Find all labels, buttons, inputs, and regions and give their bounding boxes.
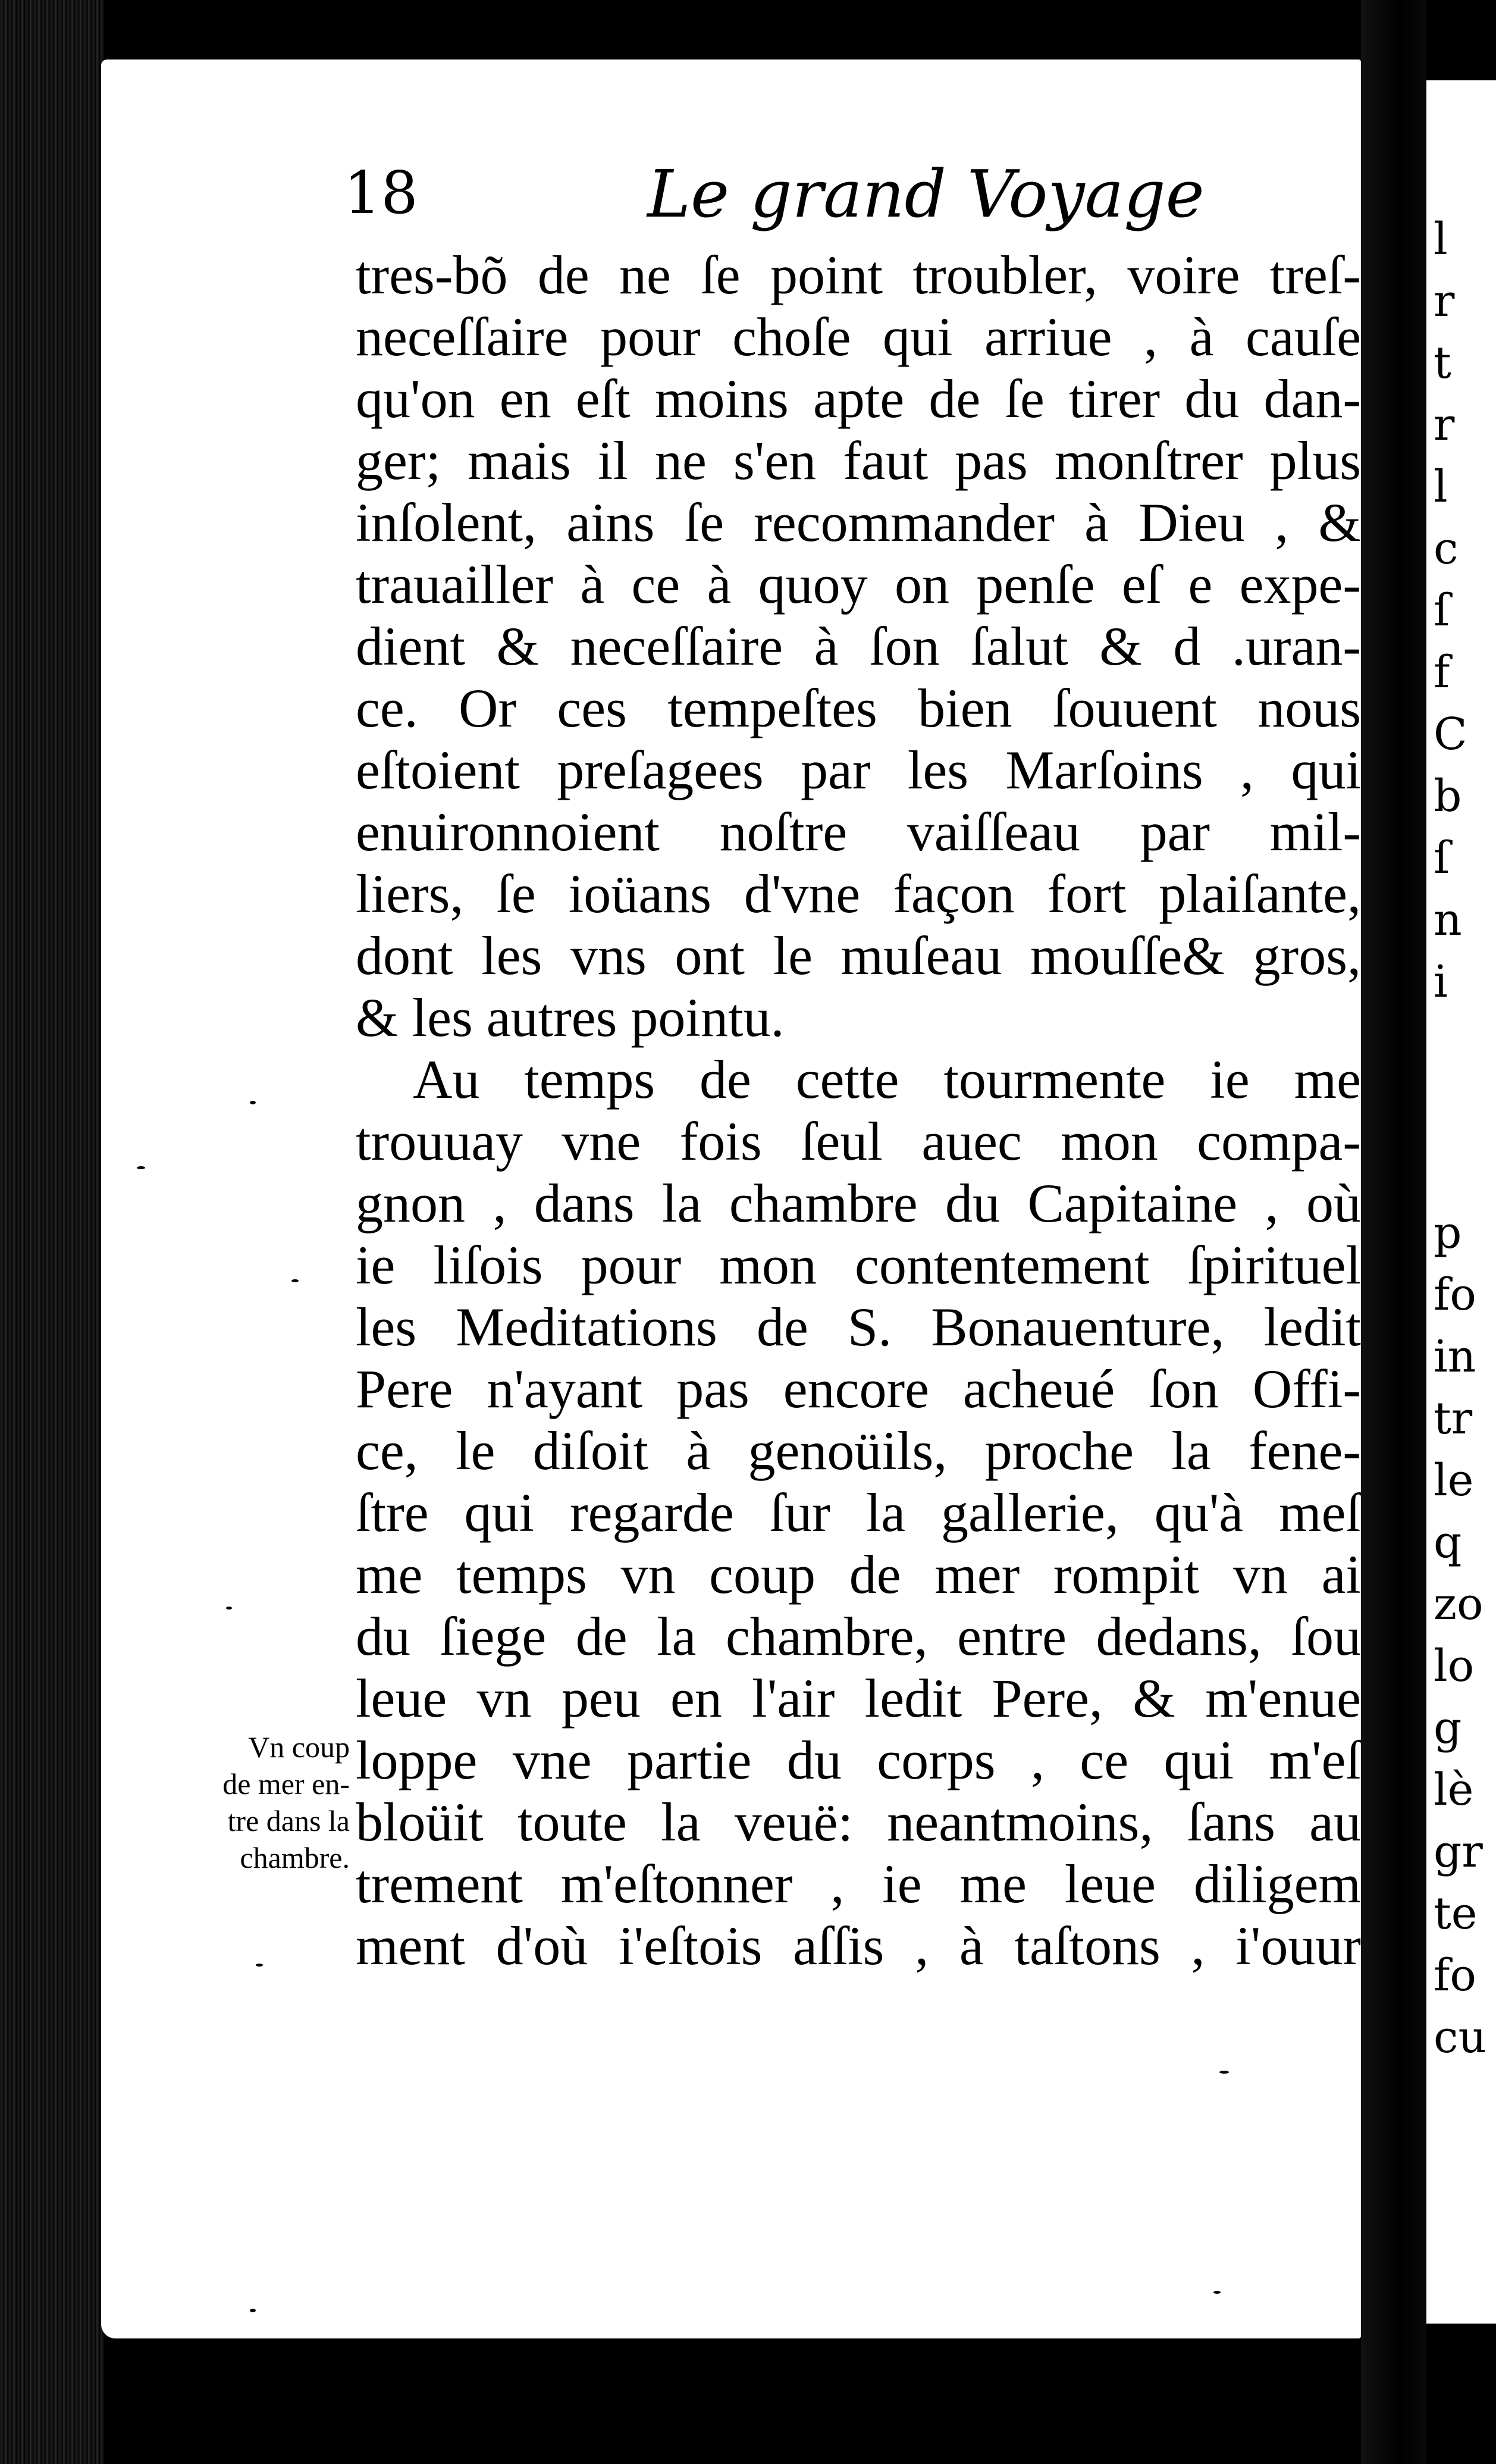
marginal-note-line: Vn coup — [248, 1730, 350, 1764]
text-line: bloüit toute la veuë: neantmoins, ſans au — [356, 1792, 1361, 1852]
text-line: Au temps de cette tourmente ie me — [413, 1049, 1361, 1110]
text-line: gnon , dans la chambre du Capitaine , où — [356, 1173, 1361, 1233]
facing-page-fragment-text: b — [1434, 771, 1462, 822]
facing-page-fragment-text: lo — [1434, 1640, 1475, 1692]
page-header — [344, 156, 1367, 237]
scan-speck — [250, 2309, 256, 2312]
text-line: trauailler à ce à quoy on penſe eſ e expe- — [356, 554, 1361, 615]
text-line: enuironnoient noſtre vaiſſeau par mil- — [356, 801, 1361, 862]
facing-page-fragment-text: r — [1434, 275, 1455, 327]
facing-page-fragment-text: cu — [1434, 2012, 1487, 2063]
facing-page-fragment-text: l — [1434, 461, 1448, 512]
facing-page-fragment-text: ſ — [1434, 585, 1450, 636]
facing-page-fragment-text: gr — [1434, 1826, 1483, 1877]
marginal-note-line: chambre. — [240, 1841, 350, 1874]
facing-page-fragment-text: ſ — [1434, 832, 1450, 884]
text-line: trouuay vne fois ſeul auec mon compa- — [356, 1111, 1361, 1172]
text-line: me temps vn coup de mer rompit vn ai — [356, 1544, 1361, 1605]
scan-speck — [1219, 2071, 1229, 2074]
page-number: 18 — [344, 159, 418, 227]
facing-page-fragment-text: r — [1434, 399, 1455, 450]
scan-speck — [256, 1964, 263, 1967]
text-line: eſtoient preſagees par les Marſoins , qui — [356, 740, 1361, 800]
marginal-note — [136, 1729, 350, 1876]
text-line: & les autres pointu. — [356, 987, 785, 1048]
text-line: ger; mais il ne s'en faut pas monſtrer plus — [356, 430, 1361, 491]
facing-page-fragment-text: g — [1434, 1702, 1462, 1754]
facing-page-fragment-text: fo — [1434, 1950, 1476, 2001]
facing-page-fragment — [1426, 80, 1496, 2324]
scan-speck — [137, 1166, 145, 1169]
book-edge-left — [0, 0, 104, 2464]
text-line: du ſiege de la chambre, entre dedans, ſou — [356, 1606, 1361, 1667]
facing-page-fragment-text: fo — [1434, 1269, 1476, 1320]
facing-page-fragment-text: n — [1434, 894, 1462, 945]
facing-page-fragment-text: i — [1434, 956, 1448, 1007]
text-line: ie liſois pour mon contentement ſpirituel — [356, 1235, 1361, 1295]
text-line: tres-bõ de ne ſe point troubler, voire treſ- — [356, 245, 1361, 305]
text-line: ment d'où i'eſtois aſſis , à taſtons , i'ouur — [356, 1915, 1361, 1976]
text-line: loppe vne partie du corps , ce qui m'eſ — [356, 1730, 1361, 1790]
scan-speck — [226, 1607, 232, 1610]
facing-page-fragment-text: le — [1434, 1455, 1474, 1506]
marginal-note-line: tre dans la — [227, 1804, 350, 1837]
text-line: liers, ſe ioüans d'vne façon fort plaiſante, — [356, 863, 1361, 924]
text-line: ce, le diſoit à genoüils, proche la fene- — [356, 1420, 1361, 1481]
facing-page-fragment-text: zo — [1434, 1579, 1484, 1630]
facing-page-fragment-text: t — [1434, 337, 1451, 389]
text-line: leue vn peu en l'air ledit Pere, & m'enue — [356, 1668, 1361, 1729]
scan-speck — [250, 1101, 256, 1104]
text-line: les Meditations de S. Bonauenture, ledit — [356, 1297, 1361, 1357]
facing-page-fragment-text: f — [1434, 647, 1450, 698]
facing-page-fragment-text: c — [1434, 523, 1459, 574]
text-line: neceſſaire pour choſe qui arriue , à cauſe — [356, 306, 1361, 367]
facing-page-fragment-text: l — [1434, 214, 1448, 265]
text-line: ce. Or ces tempeſtes bien ſouuent nous — [356, 678, 1361, 738]
marginal-note-line: de mer en- — [222, 1767, 350, 1801]
text-line: inſolent, ains ſe recommander à Dieu , & — [356, 492, 1361, 553]
facing-page-fragment-text: C — [1434, 709, 1467, 760]
text-line: qu'on en eſt moins apte de ſe tirer du dan- — [356, 368, 1361, 429]
facing-page-fragment-text: tr — [1434, 1393, 1473, 1444]
facing-page-fragment-text: lè — [1434, 1764, 1474, 1815]
scan-speck — [1213, 2291, 1221, 2294]
text-line: dient & neceſſaire à ſon ſalut & d .uran- — [356, 616, 1361, 677]
facing-page-fragment-text: te — [1434, 1888, 1478, 1939]
scan-speck — [291, 1279, 299, 1282]
text-line: Pere n'ayant pas encore acheué ſon Offi- — [356, 1358, 1361, 1419]
page-gutter — [1361, 0, 1426, 2464]
text-line: trement m'eſtonner , ie me leue diligem — [356, 1854, 1361, 1914]
facing-page-fragment-text: q — [1434, 1517, 1462, 1568]
facing-page-fragment-text: p — [1434, 1207, 1462, 1258]
body-text — [356, 244, 1361, 1977]
running-title: Le grand Voyage — [647, 156, 1205, 232]
text-line: ſtre qui regarde ſur la gallerie, qu'à meſ — [356, 1482, 1361, 1543]
text-line: dont les vns ont le muſeau mouſſe& gros, — [356, 925, 1361, 986]
facing-page-fragment-text: in — [1434, 1331, 1476, 1382]
